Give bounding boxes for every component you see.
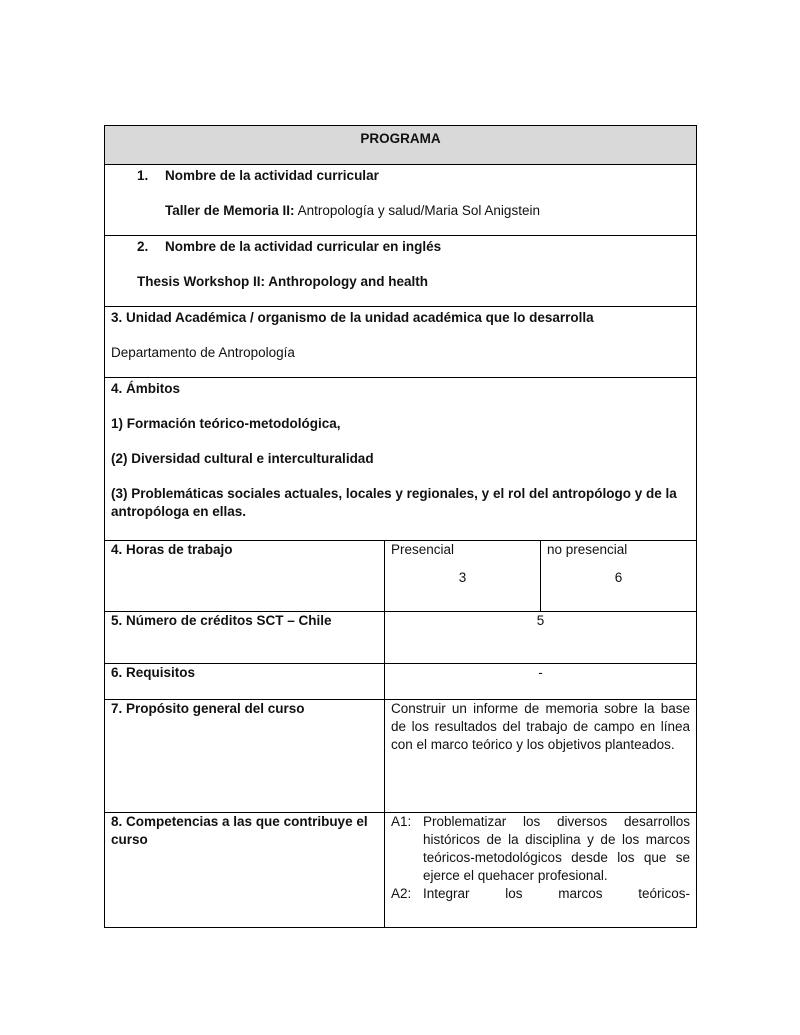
proposito-heading: 7. Propósito general del curso — [111, 701, 305, 716]
no-presencial-label: no presencial — [547, 542, 628, 557]
requisitos-heading: 6. Requisitos — [111, 665, 196, 680]
competencias-label-cell — [105, 813, 385, 928]
section-2-heading: 2. Nombre de la actividad curricular en inglés — [137, 239, 442, 254]
section-2-cell — [105, 236, 697, 307]
section-4-cell — [105, 378, 697, 541]
competencias-heading: 8. Competencias a las que contribuye el curso — [111, 814, 368, 847]
competencia-text: Problematizar los diversos desarrollos históricos de la disciplina y de los marcos teóricos-metodológicos desde los que se ejerce el quehacer profesional. — [423, 814, 691, 883]
no-presencial-cell — [541, 541, 697, 612]
requisitos-value: - — [385, 664, 697, 700]
competencia-text: Integrar los marcos teóricos- — [423, 886, 691, 901]
credits-label-cell — [105, 612, 385, 664]
ambito-item: (3) Problemáticas sociales actuales, locales y regionales, y el rol del antropólogo y de la antropóloga en ellas. — [111, 486, 677, 519]
program-table — [104, 125, 697, 928]
section-3-value: Departamento de Antropología — [111, 345, 295, 360]
competencia-item — [391, 885, 690, 903]
credits-heading: 5. Número de créditos SCT – Chile — [111, 613, 332, 628]
competencia-code: A2: — [391, 886, 412, 901]
section-1-cell — [105, 165, 697, 236]
competencia-code: A1: — [391, 814, 412, 829]
section-1-heading: 1. Nombre de la actividad curricular — [137, 168, 379, 183]
presencial-value: 3 — [458, 570, 467, 585]
section-4-heading: 4. Ámbitos — [111, 381, 181, 396]
no-presencial-value: 6 — [614, 570, 623, 585]
credits-value: 5 — [385, 612, 697, 664]
section-2-value: Thesis Workshop II: Anthropology and health — [137, 274, 429, 289]
ambito-item: 1) Formación teórico-metodológica, — [111, 416, 341, 431]
hours-label-cell — [105, 541, 385, 612]
table-header: PROGRAMA — [105, 126, 697, 165]
competencias-cell — [385, 813, 697, 928]
section-3-cell — [105, 307, 697, 378]
proposito-label-cell — [105, 700, 385, 813]
section-3-heading: 3. Unidad Académica / organismo de la unidad académica que lo desarrolla — [111, 310, 594, 325]
section-1-value: Taller de Memoria II: Antropología y salud/Maria Sol Anigstein — [165, 203, 540, 218]
ambito-item: (2) Diversidad cultural e interculturalidad — [111, 451, 374, 466]
presencial-cell — [385, 541, 541, 612]
competencia-item — [391, 813, 690, 885]
presencial-label: Presencial — [391, 542, 455, 557]
proposito-value: Construir un informe de memoria sobre la base de los resultados del trabajo de campo en línea con el marco teórico y los objetivos planteados. — [385, 700, 697, 813]
requisitos-label-cell — [105, 664, 385, 700]
hours-heading: 4. Horas de trabajo — [111, 542, 233, 557]
